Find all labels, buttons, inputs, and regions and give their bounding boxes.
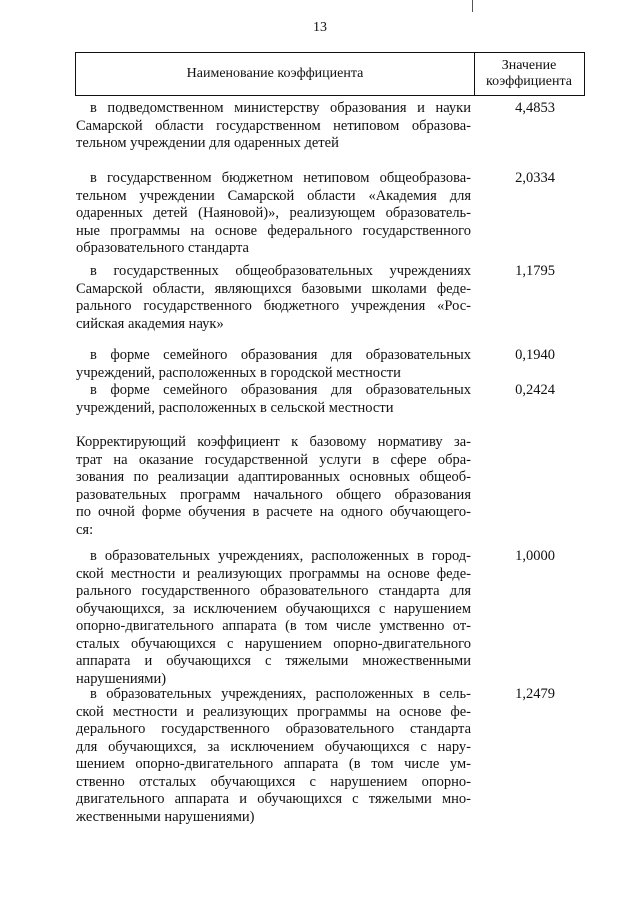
row-value: 1,2479 <box>515 686 555 702</box>
row-text-family-rural <box>76 382 471 417</box>
row-line: трат на оказание государственной услуги в сфере обра- <box>76 451 471 468</box>
scan-mark <box>472 0 473 12</box>
row-line: учреждений, расположенных в городской местности <box>76 364 401 381</box>
row-line: образовательного стандарта <box>76 240 249 256</box>
row-text-gifted-subordinate <box>76 100 471 153</box>
row-line: зования по реализации адаптированных основных общеоб- <box>76 469 471 485</box>
row-line: по очной форме обучения в расчете на одного обучающего- <box>76 504 471 520</box>
row-value: 1,1795 <box>515 263 555 279</box>
row-line: Самарской области, являющихся базовыми школами феде- <box>76 280 471 297</box>
row-line: одаренных детей (Наяновой)», реализующем образователь- <box>76 205 471 221</box>
row-value: 1,0000 <box>515 548 555 564</box>
row-line: ственно отсталых обучающихся с нарушением опорно- <box>76 773 471 790</box>
row-line: тельном учреждении для одаренных детей <box>76 135 339 151</box>
row-line: опорно-двигательного аппарата (в том числе умственно от- <box>76 618 471 634</box>
row-line: в образовательных учреждениях, расположенных в сель- <box>90 686 471 702</box>
row-line: в форме семейного образования для образовательных <box>90 347 471 363</box>
row-line: разовательных программ начального общего образования <box>76 486 471 503</box>
row-line: жественными нарушениями) <box>76 808 255 825</box>
page-number: 13 <box>313 20 327 35</box>
row-value: 2,0334 <box>515 170 555 186</box>
row-text-base-schools <box>76 263 471 333</box>
row-line: нарушениями) <box>76 670 167 687</box>
row-line: в образовательных учреждениях, расположенных в город- <box>90 548 471 564</box>
row-value: 0,2424 <box>515 382 555 398</box>
row-line: учреждений, расположенных в сельской местности <box>76 399 394 416</box>
row-line: сийская академия наук» <box>76 315 224 332</box>
row-line: рального государственного бюджетного учреждения «Рос- <box>76 298 471 314</box>
row-line: обучающихся, за исключением обучающихся с нарушением <box>76 600 471 617</box>
row-text-adapted-rural <box>76 686 471 826</box>
row-value: 4,4853 <box>515 100 555 116</box>
row-line: аппарата и обучающихся с тяжелыми множественными <box>76 653 471 669</box>
row-text-academy <box>76 170 471 258</box>
row-line: ся: <box>76 521 94 538</box>
section-heading-correction-coefficient <box>76 434 471 539</box>
row-value: 0,1940 <box>515 347 555 363</box>
header-value-column: Значение коэффициента <box>486 58 572 89</box>
row-line: ской местности и реализующих программы на основе фе- <box>76 703 471 720</box>
row-line: двигательного аппарата и обучающихся с тяжелыми мно- <box>76 791 471 807</box>
row-line: Самарской области государственном нетиповом образова- <box>76 117 471 134</box>
row-line: рального государственного образовательного стандарта для <box>76 583 471 599</box>
row-line: ные программы на основе федерального государственного <box>76 222 471 239</box>
row-line: в государственных общеобразовательных учреждениях <box>90 263 471 279</box>
row-line: для обучающихся, за исключением обучающихся с нару- <box>76 738 471 755</box>
row-line: Корректирующий коэффициент к базовому нормативу за- <box>76 434 471 450</box>
row-text-family-urban <box>76 347 471 382</box>
row-line: дерального государственного образовательного стандарта <box>76 721 471 737</box>
row-line: ской местности и реализующих программы на основе феде- <box>76 565 471 582</box>
row-line: в подведомственном министерству образования и науки <box>90 100 471 116</box>
row-line: в государственном бюджетном нетиповом общеобразова- <box>90 170 471 186</box>
header-name-column: Наименование коэффициента <box>76 53 475 95</box>
row-line: сталых обучающихся с нарушением опорно-двигательного <box>76 635 471 652</box>
row-text-adapted-urban <box>76 548 471 688</box>
table-header <box>75 52 585 96</box>
row-line: тельном учреждении Самарской области «Академия для <box>76 187 471 204</box>
row-line: шением опорно-двигательного аппарата (в том числе ум- <box>76 756 471 772</box>
row-line: в форме семейного образования для образовательных <box>90 382 471 398</box>
